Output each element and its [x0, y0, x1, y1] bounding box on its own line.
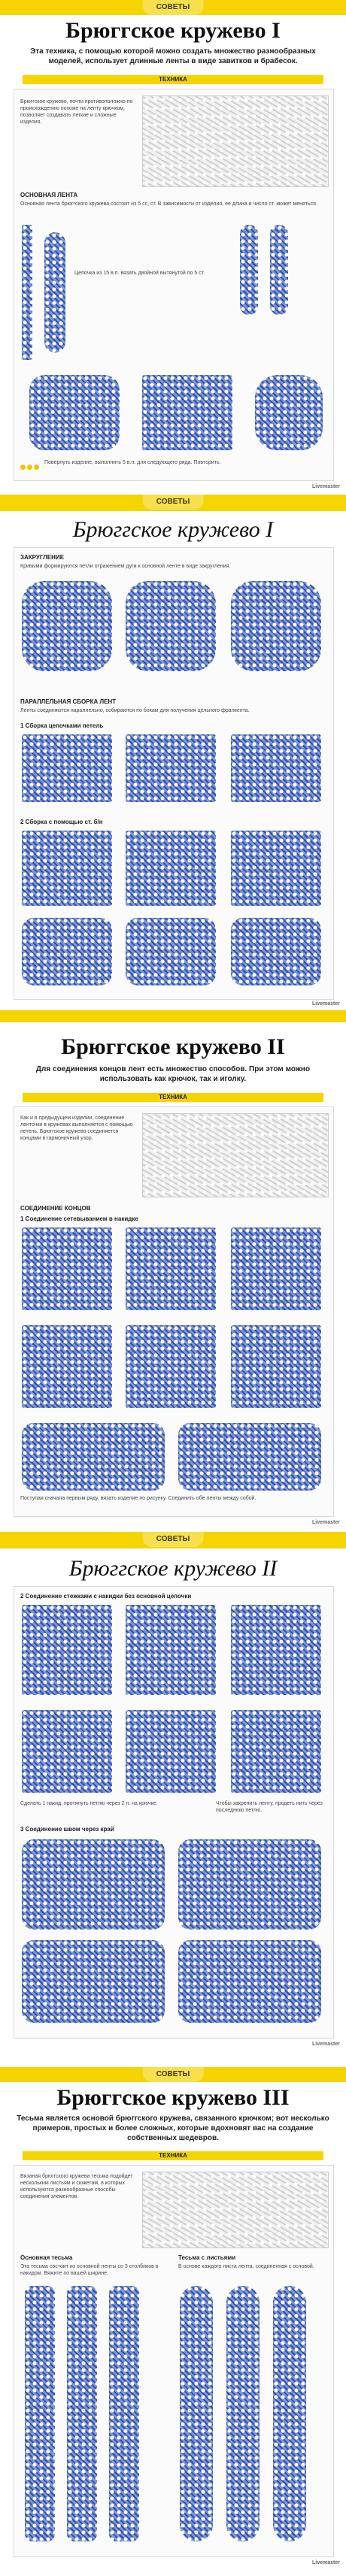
lenta-text: Основная лента брюггского кружева состоит из 5 сс, ст. В зависимости от изделия, ее длина и число ст. может меняться. — [20, 201, 317, 207]
watermark: Livemaster — [312, 484, 340, 489]
body-text: Вязаная брюггского кружева тесьма подойдет нескольким листьям и сюжетам, в которых используются разнообразные способы соединения элементов. — [20, 2174, 133, 2199]
watermark: Livemaster — [312, 1520, 340, 1525]
lace-sample — [22, 1227, 112, 1310]
step-dot — [34, 465, 39, 470]
lace-photo — [142, 95, 329, 187]
content-box — [14, 1106, 334, 1517]
lace-sample — [231, 581, 321, 671]
intro-text: Для соединения концов лент есть множество способов. При этом можно использовать как крючок, так и иголку. — [35, 1065, 311, 1083]
tape-sample — [67, 2286, 97, 2541]
caption-2: Чтобы закрепить ленту, продеть нить через последнюю петлю. — [216, 1801, 323, 1813]
section-brugge-1 — [0, 0, 346, 511]
diagram-sample — [22, 734, 112, 802]
lace-sample — [126, 581, 216, 671]
lace-sample — [178, 1839, 321, 1930]
section-brugge-3 — [0, 2067, 346, 2576]
caption-2: Повернуть изделие, выполнить 5 в.п. для следующего ряда. Повторить. — [44, 460, 221, 465]
lace-sample — [22, 1940, 165, 2023]
section-band: ТЕХНИКА — [23, 2151, 323, 2160]
lace-sample — [178, 1423, 321, 1491]
subheading-sub2: 2 Сборка с помощью ст. б/н — [20, 819, 103, 825]
lace-sample — [22, 581, 112, 671]
subheading-zakr: ЗАКРУГЛЕНИЕ — [20, 554, 65, 561]
step-dot — [27, 465, 32, 470]
leaf-tape-sample — [226, 2286, 260, 2541]
subheading-sub3: 3 Соединение швом через край — [20, 1826, 114, 1833]
zakr-text: Кривыми формируются петли отражением дуги к основной ленте в виде закругления. — [20, 564, 231, 569]
col2-text: В основе каждого листа лента, соединенная с основой. — [178, 2264, 314, 2269]
leaf-tape-sample — [273, 2286, 306, 2541]
header-label: СОВЕТЫ — [143, 2067, 204, 2082]
tape-sample — [25, 2286, 55, 2541]
content-box — [14, 2165, 334, 2557]
lace-sample — [22, 1839, 165, 1930]
intro-text: Эта техника, с помощью которой можно создать множество разнообразных моделей, использует длинные ленты в виде завитков и брабесок. — [30, 47, 316, 65]
page-title: Брюггское кружево II — [61, 1034, 285, 1059]
footer-bar — [0, 1532, 346, 1548]
subheading-lenta: ОСНОВНАЯ ЛЕНТА — [20, 192, 78, 198]
step-markers — [20, 461, 41, 474]
watermark: Livemaster — [312, 2042, 340, 2047]
page-title: Брюггское кружево II — [68, 1556, 278, 1581]
page-title: Брюггское кружево I — [65, 18, 281, 43]
lace-sample-d — [142, 375, 232, 450]
step-dot — [20, 465, 26, 470]
lace-sample — [231, 734, 321, 802]
caption-1: Сделать 1 накид, протянуть петлю через 2 п. на крючке. — [20, 1801, 158, 1806]
diagram-strip-2 — [44, 232, 65, 353]
lace-sample — [126, 1227, 216, 1310]
section-brugge-2-cont — [0, 1548, 346, 2067]
subheading-join: СОЕДИНЕНИЕ КОНЦОВ — [20, 1205, 91, 1212]
section-brugge-2 — [0, 1022, 346, 1548]
subheading-sub1: 1 Сборка цепочками петель — [20, 722, 104, 729]
leaf-tape-sample — [180, 2286, 213, 2541]
lace-sample — [22, 918, 112, 985]
body-text: Как и в предыдущем изделии, соединение ленточки в кружевах выполняется с помощью петель. Брюггское кружево соединяется концами в гармоничный узор. — [20, 1115, 133, 1141]
caption: Поступая сначала первым ряду, вязать изделие по рисунку. Соединить обе ленты между собой. — [20, 1496, 256, 1501]
caption-1: Цепочка из 15 в.п. вязать двойной вытянутой по 5 ст. — [74, 271, 205, 276]
lace-sample-e — [255, 375, 323, 450]
footer-label: СОВЕТЫ — [143, 495, 204, 510]
header-bar — [0, 0, 346, 15]
lace-sample-b — [270, 225, 288, 315]
subheading-join-sub: 1 Соединение сетевыванием в накидке — [20, 1215, 138, 1222]
section-band: ТЕХНИКА — [23, 75, 323, 84]
diagram-sample — [22, 831, 112, 906]
lace-sample — [231, 831, 321, 906]
lace-sample — [231, 1605, 321, 1695]
lace-sample — [126, 1605, 216, 1695]
section-band: ТЕХНИКА — [23, 1093, 323, 1102]
content-box — [14, 1586, 334, 2039]
lace-sample — [231, 1227, 321, 1310]
subheading-col1: Основная тесьма — [20, 2254, 73, 2261]
subheading-par: ПАРАЛЛЕЛЬНАЯ СБОРКА ЛЕНТ — [20, 698, 117, 705]
subheading-sub2: 2 Соединение стежками с накидки без основной цепочки — [20, 1593, 192, 1600]
page-title: Брюггское кружево I — [72, 517, 274, 542]
lace-photo — [142, 1113, 329, 1197]
lace-sample — [22, 1605, 112, 1695]
body-text: Брюггское кружево, почти противоположно по происхождению похоже на ленту крючком, позволяет создавать легкие и сложные изделия. — [20, 99, 133, 125]
watermark: Livemaster — [312, 1001, 340, 1006]
lace-sample-a — [240, 225, 258, 315]
lace-sample — [22, 1325, 112, 1408]
lace-sample — [178, 1940, 321, 2023]
lace-sample-c — [29, 375, 120, 450]
subheading-col2: Тесьма с листьями — [178, 2254, 236, 2261]
lace-sample — [126, 1325, 216, 1408]
lace-sample — [231, 1325, 321, 1408]
col1-text: Эта тесьма состоит из основной ленты со 3 столбиков в накидом. Вяжите по вашей ширине. — [20, 2264, 159, 2276]
lace-sample — [22, 1423, 165, 1491]
content-box — [14, 89, 334, 481]
content-box — [14, 547, 334, 1000]
section-brugge-1-cont — [0, 511, 346, 1022]
lace-sample — [231, 918, 321, 985]
header-bar — [0, 2067, 346, 2082]
intro-text: Тесьма является основой брюггского кружева, связанного крючком; вот несколько примеров, простых и более сложных, которые вдохновят вас на создание собственных шедевров. — [17, 2114, 329, 2142]
lace-photo — [142, 2172, 329, 2248]
lace-sample — [126, 918, 216, 985]
watermark: Livemaster — [312, 2560, 340, 2565]
diagram-strip-1 — [22, 225, 32, 360]
header-label: СОВЕТЫ — [143, 0, 204, 15]
lace-sample — [22, 1710, 112, 1793]
lace-sample — [126, 734, 216, 802]
lace-sample — [126, 831, 216, 906]
lace-sample — [231, 1710, 321, 1793]
page-title: Брюггское кружево III — [56, 2085, 290, 2110]
footer-bar — [0, 1010, 346, 1022]
par-text: Ленты соединяются параллельно, собираются по бокам для получения цельного фрагмента. — [20, 708, 250, 713]
lace-sample — [126, 1710, 216, 1793]
tape-sample — [109, 2286, 139, 2541]
footer-label: СОВЕТЫ — [143, 1532, 204, 1547]
footer-bar — [0, 495, 346, 511]
